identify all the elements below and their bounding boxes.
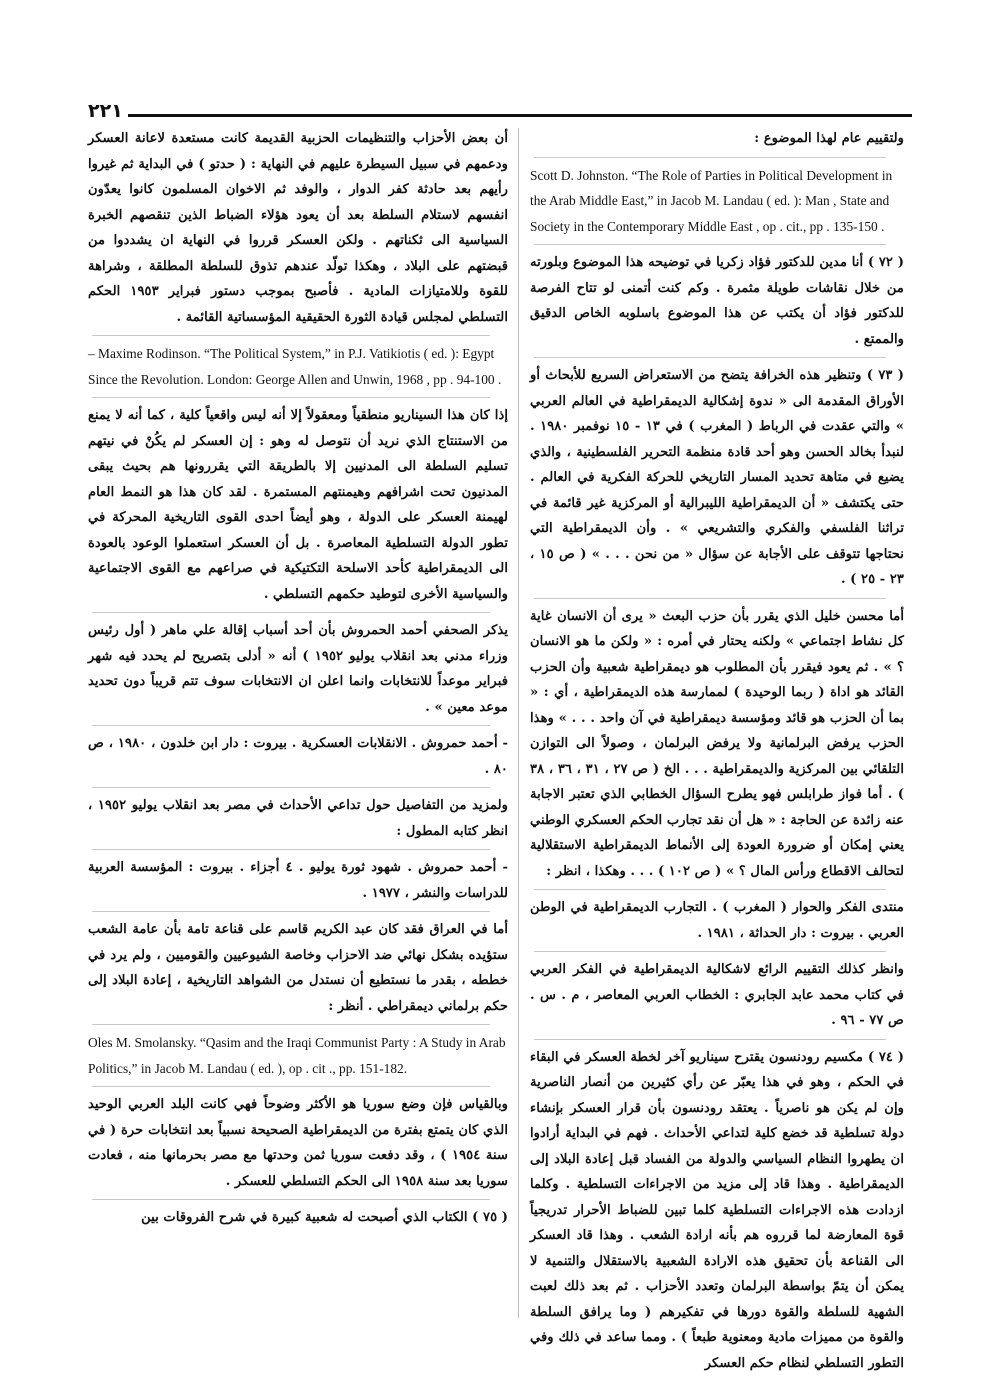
footnote-separator [92,911,490,912]
footnote-paragraph: ولمزيد من التفاصيل حول تداعي الأحداث في مصر بعد انقلاب يوليو ١٩٥٢ ، انظر كتابه المطول : [88,793,508,844]
footnote-paragraph: أن بعض الأحزاب والتنظيمات الحزبية القديمة كانت مستعدة لاعانة العسكر ودعمهم في سبيل السيطرة عليهم في النهاية : ( حدتو ) في البداية ثم غيروا رأيهم بعد حادثة كفر الدوار ، والوفد ثم الاخوان المسلمون كانوا يعدّون انفسهم لاستلام السلطة بعد أن يعود هؤلاء الضباط الذين تنقصهم الخبرة السياسية الى ثكناتهم . ولكن العسكر قرروا في النهاية ان يشددوا من قبضتهم على البلاد ، وهكذا تولّد عندهم تذوق للسلطة المطلقة ، وشراهة للقوة وللامتيازات المادية . فأصبح بموجب دستور فبراير ١٩٥٣ الحكم التسلطي لمجلس قيادة الثورة الحقيقية المؤسساتية القائمة . [88,126,508,330]
footnote-separator [92,335,490,336]
footnote-paragraph: ( ٧٣ ) وتنظير هذه الخرافة يتضح من الاستعراض السريع للأبحاث أو الأوراق المقدمة الى « ندوة إشكالية الديمقراطية في العالم العربي » والتي عقدت في الرباط ( المغرب ) في ١٣ - ١٥ نوفمبر ١٩٨٠ . لنبدأ بخالد الحسن وهو أحد قادة منظمة التحرير الفلسطينية ، والذي يضيع في متاهة تحديد المسار التاريخي للحركة الفكرية في العالم . حتى يكتشف « أن الديمقراطية الليبرالية أو المركزية غير قائمة في تراثنا الفلسفي والفكري والتشريعي » . وأن الديمقراطية التي نحتاجها تتوقف على الأجابة عن سؤال « من نحن . . . » ( ص ١٥ ، ٢٣ - ٢٥ ) . [530,363,904,593]
footnote-separator [92,612,490,613]
footnote-separator [92,725,490,726]
footnote-separator [534,951,886,952]
footnote-paragraph: ولتقييم عام لهذا الموضوع : [530,126,904,152]
footnote-separator [92,849,490,850]
footnote-separator [534,889,886,890]
citation-paragraph: Oles M. Smolansky. “Qasim and the Iraqi Communist Party : A Study in Arab Politics,” in Jacob M. Landau ( ed. ), op . cit ., pp. 151-182. [88,1030,508,1081]
left-column [88,126,508,1324]
citation-paragraph: – Maxime Rodinson. “The Political System,” in P.J. Vatikiotis ( ed. ): Egypt Since the Revolution. London: George Allen and Unwin, 1968 , pp . 94-100 . [88,341,508,392]
footnote-paragraph: يذكر الصحفي أحمد الحمروش بأن أحد أسباب إقالة علي ماهر ( أول رئيس وزراء مدني بعد انقلاب يوليو ١٩٥٢ ) أنه « أدلى بتصريح لم يحدد فيه شهر فبراير موعداً للانتخابات وانما اعلن ان الانتخابات سوف تتم قريباً دون تحديد موعد معين » . [88,618,508,720]
footnote-paragraph: ( ٧٤ ) مكسيم رودنسون يقترح سيناريو آخر لخطة العسكر في البقاء في الحكم ، وهو في هذا يعبّر عن رأي كثيرين من أنصار الناصرية وإن لم يكن هو ناصرياً . يعتقد رودنسون بأن قرار العسكر بإنشاء دولة تسلطية قد خضع كلية لتداعي الأحداث . فهم في البداية أرادوا ان يطهروا النظام السياسي والدولة من الفساد قبل إعادة البلاد إلى الديمقراطية . وهذا قاد إلى مزيد من الاجراءات التسلطية . وكلما ازدادت هذه الاجراءات التسلطية كلما تبين للضباط الأحرار تدريجياً قوة المعارضة لما قرروه هم بأنه ارادة الشعب . وهذا قاد العسكر الى القناعة بأن تحقيق هذه الارادة الشعبية بالاستقلال والتنمية لا يمكن أن يتمّ بواسطة البرلمان وتعدد الأحزاب . ثم بعد ذلك لعبت الشهية للسلطة والقوة دورها في تفكيرهم ( وما يرافق السلطة والقوة من مميزات مادية ومعنوية طبعاً ) . ومما ساعد في ذلك وفي التطور التسلطي لنظام حكم العسكر [530,1045,904,1376]
header-rule [128,114,912,117]
footnote-paragraph: إذا كان هذا السيناريو منطقياً ومعقولاً إلا أنه ليس واقعياً كلية ، كما أنه لا يمنع من الاستنتاج الذي نريد أن نتوصل له وهو : إن العسكر لم يكُنْ في نيتهم تسليم السلطة الى المدنيين إلا بالطريقة التي يقررونها هم بحيث يبقى المدنيون تحت اشرافهم وهيمنتهم المستمرة . لقد كان هذا هو النمط العام لهيمنة العسكر على الدولة ، وهو أيضاً احدى القوى التاريخية المحركة في تطور الدولة التسلطية المعاصرة . بل أن العسكر استعملوا الوعود بالعودة الى الديمقراطية كأحد الاسلحة التكتيكية في صراعهم مع القوى الاجتماعية والسياسية الأخرى لتوطيد حكمهم التسلطي . [88,403,508,607]
footnote-paragraph: ( ٧٢ ) أنا مدين للدكتور فؤاد زكريا في توضيحه هذا الموضوع وبلورته من خلال نقاشات طويلة مثمرة . وكم كنت أتمنى لو تتاح الفرصة للدكتور فؤاد أن يكتب عن هذا الموضوع باسلوبه الخاص الدقيق والممتع . [530,250,904,352]
footnote-separator [92,787,490,788]
page-number: ٢٢١ [88,100,123,122]
footnote-paragraph: وبالقياس فإن وضع سوريا هو الأكثر وضوحاً فهي كانت البلد العربي الوحيد الذي كان يتمتع بفترة من الديمقراطية الصحيحة نسبياً بعد انتخابات حرة ( في سنة ١٩٥٤ ) ، وقد دفعت سوريا ثمن وحدتها مع مصر بحرمانها منه ، فعادت سوريا بعد سنة ١٩٥٨ الى الحكم التسلطي للعسكر . [88,1092,508,1194]
footnote-separator [534,157,886,158]
footnote-paragraph: ( ٧٥ ) الكتاب الذي أصبحت له شعبية كبيرة في شرح الفروقات بين [88,1205,508,1231]
footnote-separator [92,1024,490,1025]
footnote-separator [534,1039,886,1040]
footnote-separator [534,598,886,599]
right-column [530,126,904,1324]
footnote-separator [92,397,490,398]
footnote-paragraph: - أحمد حمروش . شهود ثورة يوليو . ٤ أجزاء . بيروت : المؤسسة العربية للدراسات والنشر ، ١٩٧٧ . [88,855,508,906]
footnote-paragraph: منتدى الفكر والحوار ( المغرب ) . التجارب الديمقراطية في الوطن العربي . بيروت : دار الحداثة ، ١٩٨١ . [530,895,904,946]
footnote-separator [534,244,886,245]
footnote-paragraph: وانظر كذلك التقييم الرائع لاشكالية الديمقراطية في الفكر العربي في كتاب محمد عابد الجابري : الخطاب العربي المعاصر ، م . س . ص ٧٧ - ٩٦ . [530,957,904,1034]
citation-paragraph: Scott D. Johnston. “The Role of Parties in Political Development in the Arab Middle East,” in Jacob M. Landau ( ed. ): Man , State and Society in the Contemporary Middle East , op . cit., pp . 135-150 . [530,163,904,240]
footnote-paragraph: أما في العراق فقد كان عبد الكريم قاسم على قناعة تامة بأن عامة الشعب ستؤيده بشكل نهائي ضد الاحزاب وخاصة الشيوعيين والقوميين ، ولم يرد في خططه ، بقدر ما نستطيع أن نستدل من الشواهد التاريخية ، إعادة البلاد إلى حكم برلماني ديمقراطي . أنظر : [88,917,508,1019]
footnote-paragraph: أما محسن خليل الذي يقرر بأن حزب البعث « يرى أن الانسان غاية كل نشاط اجتماعي » ولكنه يحتار في أمره : « ولكن ما هو الانسان ؟ » . ثم يعود فيقرر بأن المطلوب هو ديمقراطية شعبية وأن الحزب القائد هو اداة ( ربما الوحيدة ) لممارسة هذه الديمقراطية ، أي : « بما أن الحزب هو قائد ومؤسسة ديمقراطية في آن واحد . . . » وهذا الحزب يرفض البرلمانية ولا يرفض البرلمان ، وصولاً الى التوازن التلقائي بين المركزية والديمقراطية . . . الخ ( ص ٢٧ ، ٣١ ، ٣٦ ، ٣٨ ) . أما فواز طرابلس فهو يطرح السؤال الخطابي الذي تعتبر الاجابة عنه زائدة عن الحاجة : « هل أن نقد تجارب الحكم العسكري الوطني يعني إمكان أو ضرورة العودة إلى الأنماط الديمقراطية الاستقلالية لتحالف الاقطاع ورأس المال ؟ » ( ص ١٠٢ ) . . . وهكذا ، انظر : [530,604,904,885]
footnote-separator [92,1199,490,1200]
footnote-separator [92,1086,490,1087]
column-divider [518,128,519,1318]
footnote-separator [534,357,886,358]
footnote-paragraph: - أحمد حمروش . الانقلابات العسكرية . بيروت : دار ابن خلدون ، ١٩٨٠ ، ص ٨٠ . [88,731,508,782]
